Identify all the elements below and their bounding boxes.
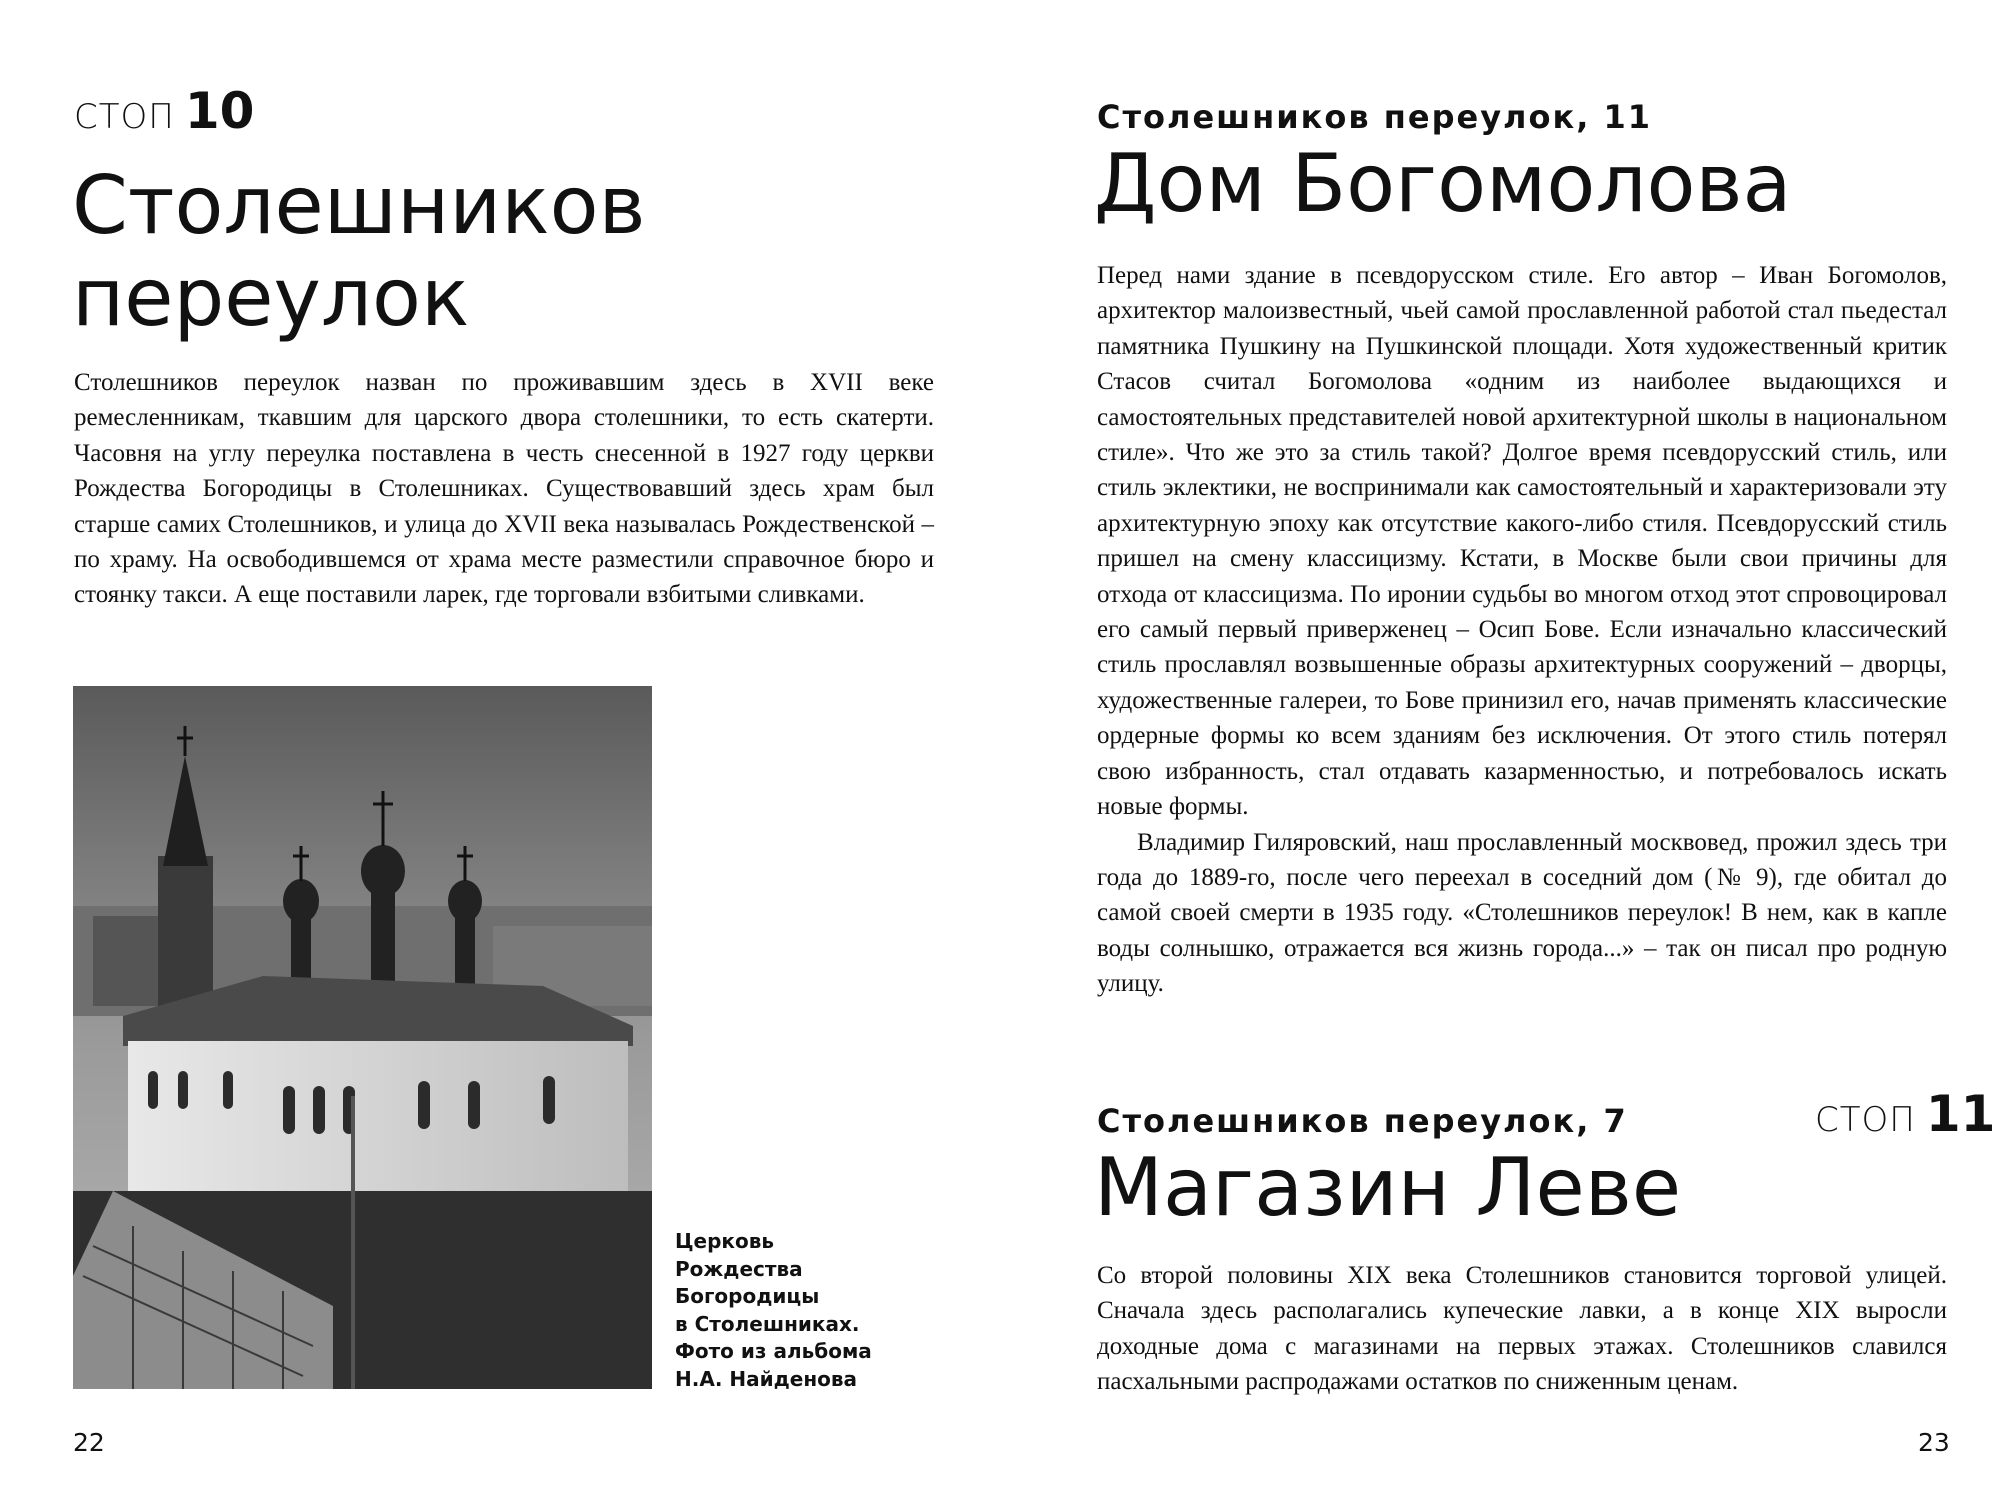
page-number: 22 xyxy=(73,1428,105,1457)
stop-word: СТОП xyxy=(74,97,175,137)
title-line: переулок xyxy=(72,251,470,344)
section-text xyxy=(1097,258,1947,1002)
intro-text xyxy=(74,365,934,613)
page-title xyxy=(72,160,646,344)
photo-caption xyxy=(675,1228,905,1394)
section-title: Дом Богомолова xyxy=(1094,137,1792,230)
stop-label xyxy=(74,82,254,140)
caption-line: Рождества xyxy=(675,1256,803,1281)
caption-line: Церковь xyxy=(675,1229,775,1253)
right-page xyxy=(1000,0,2000,1488)
caption-line: Фото из альбома xyxy=(675,1339,872,1364)
stop-label xyxy=(1815,1085,1995,1143)
church-photo-image xyxy=(73,686,652,1389)
title-line: Столешников xyxy=(72,159,646,252)
caption-line: Богородицы xyxy=(675,1284,820,1309)
paragraph: Со второй половины XIX века Столешников становится торговой улицей. Сначала здесь располагались купеческие лавки, а в конце XIX выросли доходные дома с магазинами на первых этажах. Столешников славился пасхальными распродажами остатков по сниженным ценам. xyxy=(1097,1262,1947,1396)
stop-number: 10 xyxy=(184,82,255,140)
paragraph: Столешников переулок назван по проживавшим здесь в XVII веке ремесленникам, ткавшим для царского двора столешники, то есть скатерти. Часовня на углу переулка поставлена в честь снесенной в 1927 году церкви Рождества Богородицы в Столешниках. Существовавший здесь храм был старше самих Столешников, и улица до XVII века называлась Рождественской – по храму. На освободившемся от храма месте разместили справочное бюро и стоянку такси. А еще поставили ларек, где торговали взбитыми сливками. xyxy=(74,369,934,609)
caption-line: Н.А. Найденова xyxy=(675,1366,858,1391)
stop-word: СТОП xyxy=(1815,1100,1916,1140)
page-number: 23 xyxy=(1918,1428,1950,1457)
section-text xyxy=(1097,1258,1947,1400)
section-address: Столешников переулок, 11 xyxy=(1097,98,1653,136)
stop-number: 11 xyxy=(1925,1085,1996,1143)
section-title: Магазин Леве xyxy=(1094,1141,1682,1234)
caption-line: в Столешниках. xyxy=(675,1311,860,1336)
paragraph: Владимир Гиляровский, наш прославленный москвовед, прожил здесь три года до 1889-го, после чего переехал в соседний дом (№ 9), где обитал до самой своей смерти в 1935 году. «Столешников переулок! В нем, как в капле воды солнышко, отражается вся жизнь города...» – так он писал про родную улицу. xyxy=(1097,828,1947,998)
section-address: Столешников переулок, 7 xyxy=(1097,1102,1628,1140)
paragraph: Перед нами здание в псевдорусском стиле. Его автор – Иван Богомолов, архитектор малоизвестный, чьей самой прославленной работой стал пьедестал памятника Пушкину на Пушкинской площади. Хотя художественный критик Стасов считал Богомолова «одним из наиболее выдающихся и самостоятельных представителей новой архитектурной школы в национальном стиле». Что же это за стиль такой? Долгое время псевдорусский стиль, или стиль эклектики, не воспринимали как самостоятельный и характеризовали эту архитектурную эпоху как отсутствие какого-либо стиля. Псевдорусский стиль пришел на смену классицизму. Кстати, в Москве были свои причины для отхода от классицизма. По иронии судьбы во многом отход этот спровоцировал его самый первый приверженец – Осип Бове. Если изначально классический стиль прославлял возвышенные образы архитектурных сооружений – дворцы, художественные галереи, то Бове принизил его, начав применять классические ордерные формы ко всем зданиям без исключения. От этого стиль потерял свою избранность, стал отдавать казарменностью, и потребовалось искать новые формы. xyxy=(1097,262,1947,821)
church-photo xyxy=(73,686,652,1389)
